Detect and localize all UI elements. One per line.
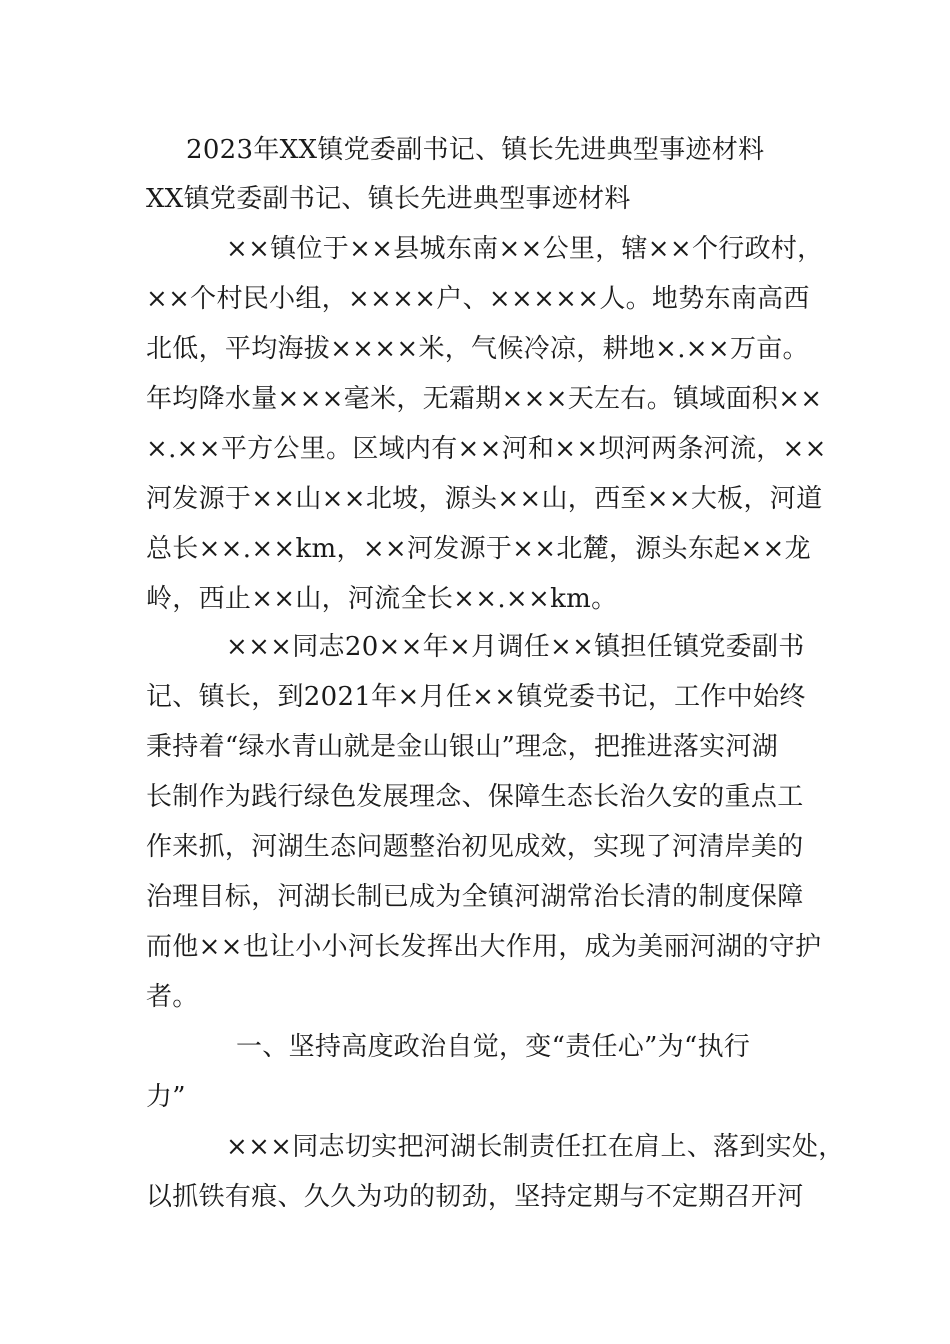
paragraph-line: 以抓铁有痕、久久为功的韧劲，坚持定期与不定期召开河 (146, 1182, 804, 1212)
paragraph-line: 作来抓，河湖生态问题整治初见成效，实现了河清岸美的 (146, 832, 804, 862)
paragraph-line: ×××同志切实把河湖长制责任扛在肩上、落到实处， (226, 1132, 845, 1162)
section-heading: 力” (146, 1082, 186, 1112)
paragraph-line: 年均降水量×××毫米，无霜期×××天左右。镇域面积×× (146, 384, 823, 414)
paragraph-line: 者。 (146, 982, 199, 1012)
paragraph-line: 长制作为践行绿色发展理念、保障生态长治久安的重点工 (146, 782, 804, 812)
paragraph-line: 岭，西止××山，河流全长××.××km。 (146, 584, 618, 614)
paragraph-line: 北低，平均海拔××××米，气候冷凉，耕地×.××万亩。 (146, 334, 809, 364)
paragraph-line: ××个村民小组，××××户、×××××人。地势东南高西 (146, 284, 810, 314)
section-heading: 一、坚持高度政治自觉，变“责任心”为“执行 (236, 1032, 751, 1062)
document-subtitle: XX镇党委副书记、镇长先进典型事迹材料 (146, 184, 631, 214)
paragraph-line: 记、镇长，到2021年×月任××镇党委书记，工作中始终 (146, 682, 806, 712)
paragraph-line: 总长××.××km，××河发源于××北麓，源头东起××龙 (146, 534, 811, 564)
paragraph-line: ×××同志20××年×月调任××镇担任镇党委副书 (226, 632, 805, 662)
paragraph-line: 而他××也让小小河长发挥出大作用，成为美丽河湖的守护 (146, 932, 822, 962)
paragraph-line: 河发源于××山××北坡，源头××山，西至××大板，河道 (146, 484, 823, 514)
paragraph-line: ××镇位于××县城东南××公里，辖××个行政村， (226, 234, 824, 264)
paragraph-line: ×.××平方公里。区域内有××河和××坝河两条河流，×× (146, 434, 827, 464)
document-title: 2023年XX镇党委副书记、镇长先进典型事迹材料 (186, 135, 765, 165)
paragraph-line: 治理目标，河湖长制已成为全镇河湖常治长清的制度保障 (146, 882, 804, 912)
paragraph-line: 秉持着“绿水青山就是金山银山”理念，把推进落实河湖 (146, 732, 779, 762)
